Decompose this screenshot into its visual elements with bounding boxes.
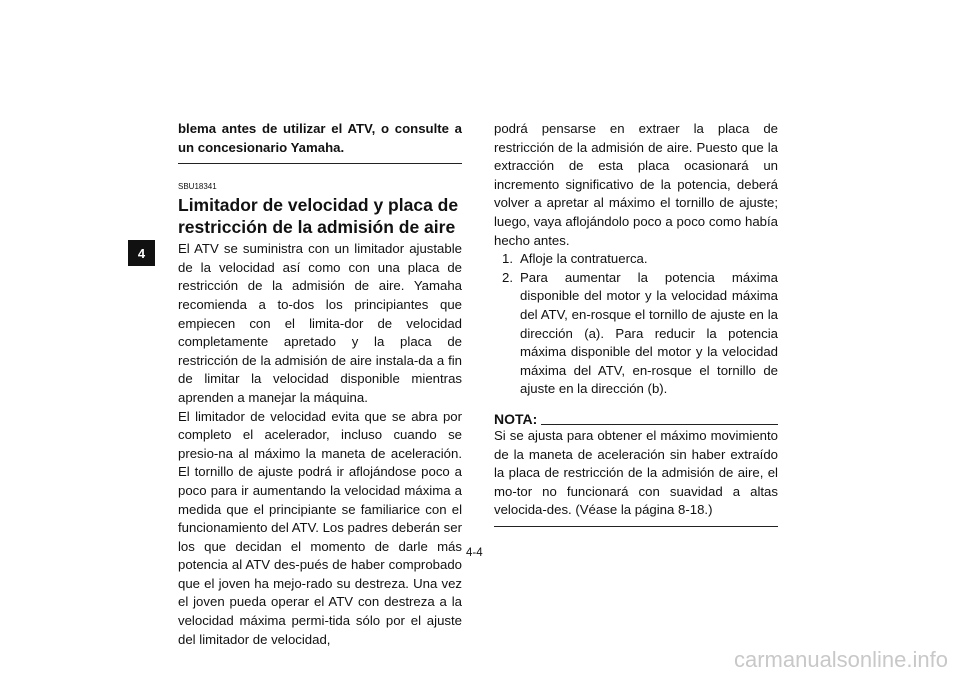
section-heading: Limitador de velocidad y placa de restricción de la admisión de aire [178,195,459,238]
steps-list [494,250,778,399]
section-code: SBU18341 [178,182,217,192]
watermark: carmanualsonline.info [733,647,948,672]
step-number: 1. [502,251,513,267]
note-rule [541,424,778,425]
chapter-tab-number: 4 [137,245,146,261]
section-divider [178,163,462,164]
paragraph-1: El ATV se suministra con un limitador ajustable de la velocidad así como con una placa de restricción de la admisión de aire. Yamaha recomienda a to-dos los principiantes que empiecen con el limita-dor de velocidad completamente apretado y la placa de restricción de la admisión de aire instala-da a fin de limitar la velocidad disponible mientras aprenden a manejar la máquina. [178,241,462,405]
step-text: Para aumentar la potencia máxima disponible del motor y la velocidad máxima del ATV, en-rosque el tornillo de ajuste en la dirección (a). Para reducir la potencia máxima disponible del motor y la velocidad máxima del ATV, en-rosque el tornillo de ajuste en la dirección (b). [520,269,778,397]
paragraph-2: El limitador de velocidad evita que se abra por completo el acelerador, incluso cuando se presio-na al máximo la maneta de aceleración. El tornillo de ajuste podrá ir aflojándose poco a poco para ir aumentando la velocidad máxima a medida que el principiante se familiarice con el funcionamiento del ATV. Los padres deberán ser los que decidan el momento de darle más potencia al ATV des-pués de haber comprobado que el joven ha mejo-rado su destreza. Una vez el joven pueda operar el ATV con destreza a la velocidad máxima permi-tida sólo por el ajuste del limitador de velocidad, [178,408,462,647]
paragraph-3: podrá pensarse en extraer la placa de restricción de la admisión de aire. Puesto que la extracción de esta placa ocasionará un incremento significativo de la potencia, deberá volver a apretar al máximo el tornillo de ajuste; luego, vaya aflojándolo poco a poco como había hecho antes. [494,121,778,248]
step-item [494,269,778,399]
step-number: 2. [502,269,513,285]
note-header [494,411,778,427]
step-item [494,250,778,269]
page-number: 4-4 [466,547,483,559]
left-column [178,120,462,649]
note-end-rule [494,526,778,527]
note-label: NOTA: [494,410,538,427]
note-text: Si se ajusta para obtener el máximo movimiento de la maneta de aceleración sin haber extraído la placa de restricción de la admisión de aire, el mo-tor no funcionará con suavidad a altas velocida-des. (Véase la página 8-18.) [494,427,778,518]
step-text: Afloje la contratuerca. [520,251,648,267]
chapter-tab [128,240,155,266]
right-column [494,120,778,527]
lead-text: blema antes de utilizar el ATV, o consulte a un concesionario Yamaha. [178,121,462,155]
